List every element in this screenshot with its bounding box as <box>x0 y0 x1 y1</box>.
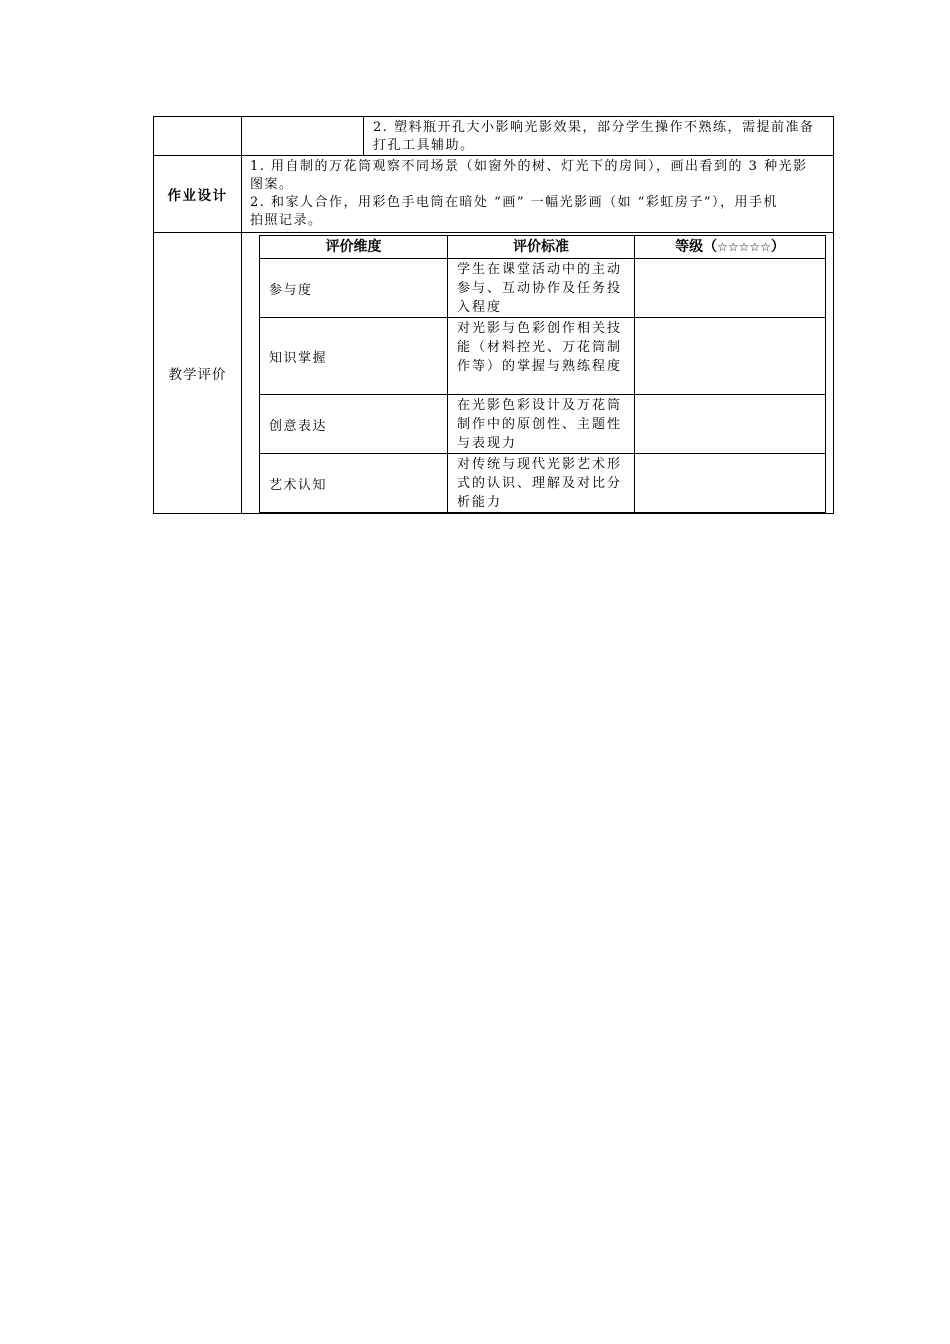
evaluation-row <box>154 233 834 514</box>
standard-cell: 学生在课堂活动中的主动参与、互动协作及任务投入程度 <box>448 259 635 318</box>
dimension-cell: 创意表达 <box>260 395 448 454</box>
homework-content <box>242 156 834 233</box>
homework-item-1: 1. 用自制的万花筒观察不同场景（如窗外的树、灯光下的房间），画出看到的 3 种光影图案。 <box>250 159 808 192</box>
homework-item-2: 2. 和家人合作，用彩色手电筒在暗处 “画” 一幅光影画（如 “彩虹房子”），用手机拍照记录。 <box>250 195 779 228</box>
lesson-plan-table <box>153 116 834 514</box>
header-standard: 评价标准 <box>448 236 635 259</box>
header-grade-suffix: ） <box>770 239 785 255</box>
standard-cell: 在光影色彩设计及万花筒制作中的原创性、主题性与表现力 <box>448 395 635 454</box>
header-grade-prefix: 等级（ <box>675 239 718 255</box>
grade-cell <box>635 454 826 513</box>
grade-cell <box>635 318 826 395</box>
dimension-cell: 参与度 <box>260 259 448 318</box>
star-rating-icon: ☆☆☆☆☆ <box>717 240 771 254</box>
grade-cell <box>635 259 826 318</box>
dimension-cell: 艺术认知 <box>260 454 448 513</box>
evaluation-table <box>259 235 826 513</box>
standard-cell: 对光影与色彩创作相关技能（材料控光、万花筒制作等）的掌握与熟练程度 <box>448 318 635 395</box>
grade-cell <box>635 395 826 454</box>
homework-row <box>154 156 834 233</box>
reflection-note <box>364 117 834 156</box>
evaluation-row-art-cognition <box>260 454 826 513</box>
evaluation-row-participation <box>260 259 826 318</box>
evaluation-header-row <box>260 236 826 259</box>
evaluation-container <box>242 233 834 514</box>
dimension-cell: 知识掌握 <box>260 318 448 395</box>
homework-label: 作业设计 <box>154 156 242 233</box>
empty-cell <box>154 117 242 156</box>
evaluation-row-knowledge <box>260 318 826 395</box>
evaluation-row-creativity <box>260 395 826 454</box>
standard-cell: 对传统与现代光影艺术形式的认识、理解及对比分析能力 <box>448 454 635 513</box>
empty-cell <box>242 117 364 156</box>
header-dimension: 评价维度 <box>260 236 448 259</box>
reflection-note-text: 2. 塑料瓶开孔大小影响光影效果，部分学生操作不熟练，需提前准备打孔工具辅助。 <box>373 120 815 153</box>
reflection-row <box>154 117 834 156</box>
header-grade <box>635 236 826 259</box>
evaluation-label: 教学评价 <box>154 233 242 514</box>
